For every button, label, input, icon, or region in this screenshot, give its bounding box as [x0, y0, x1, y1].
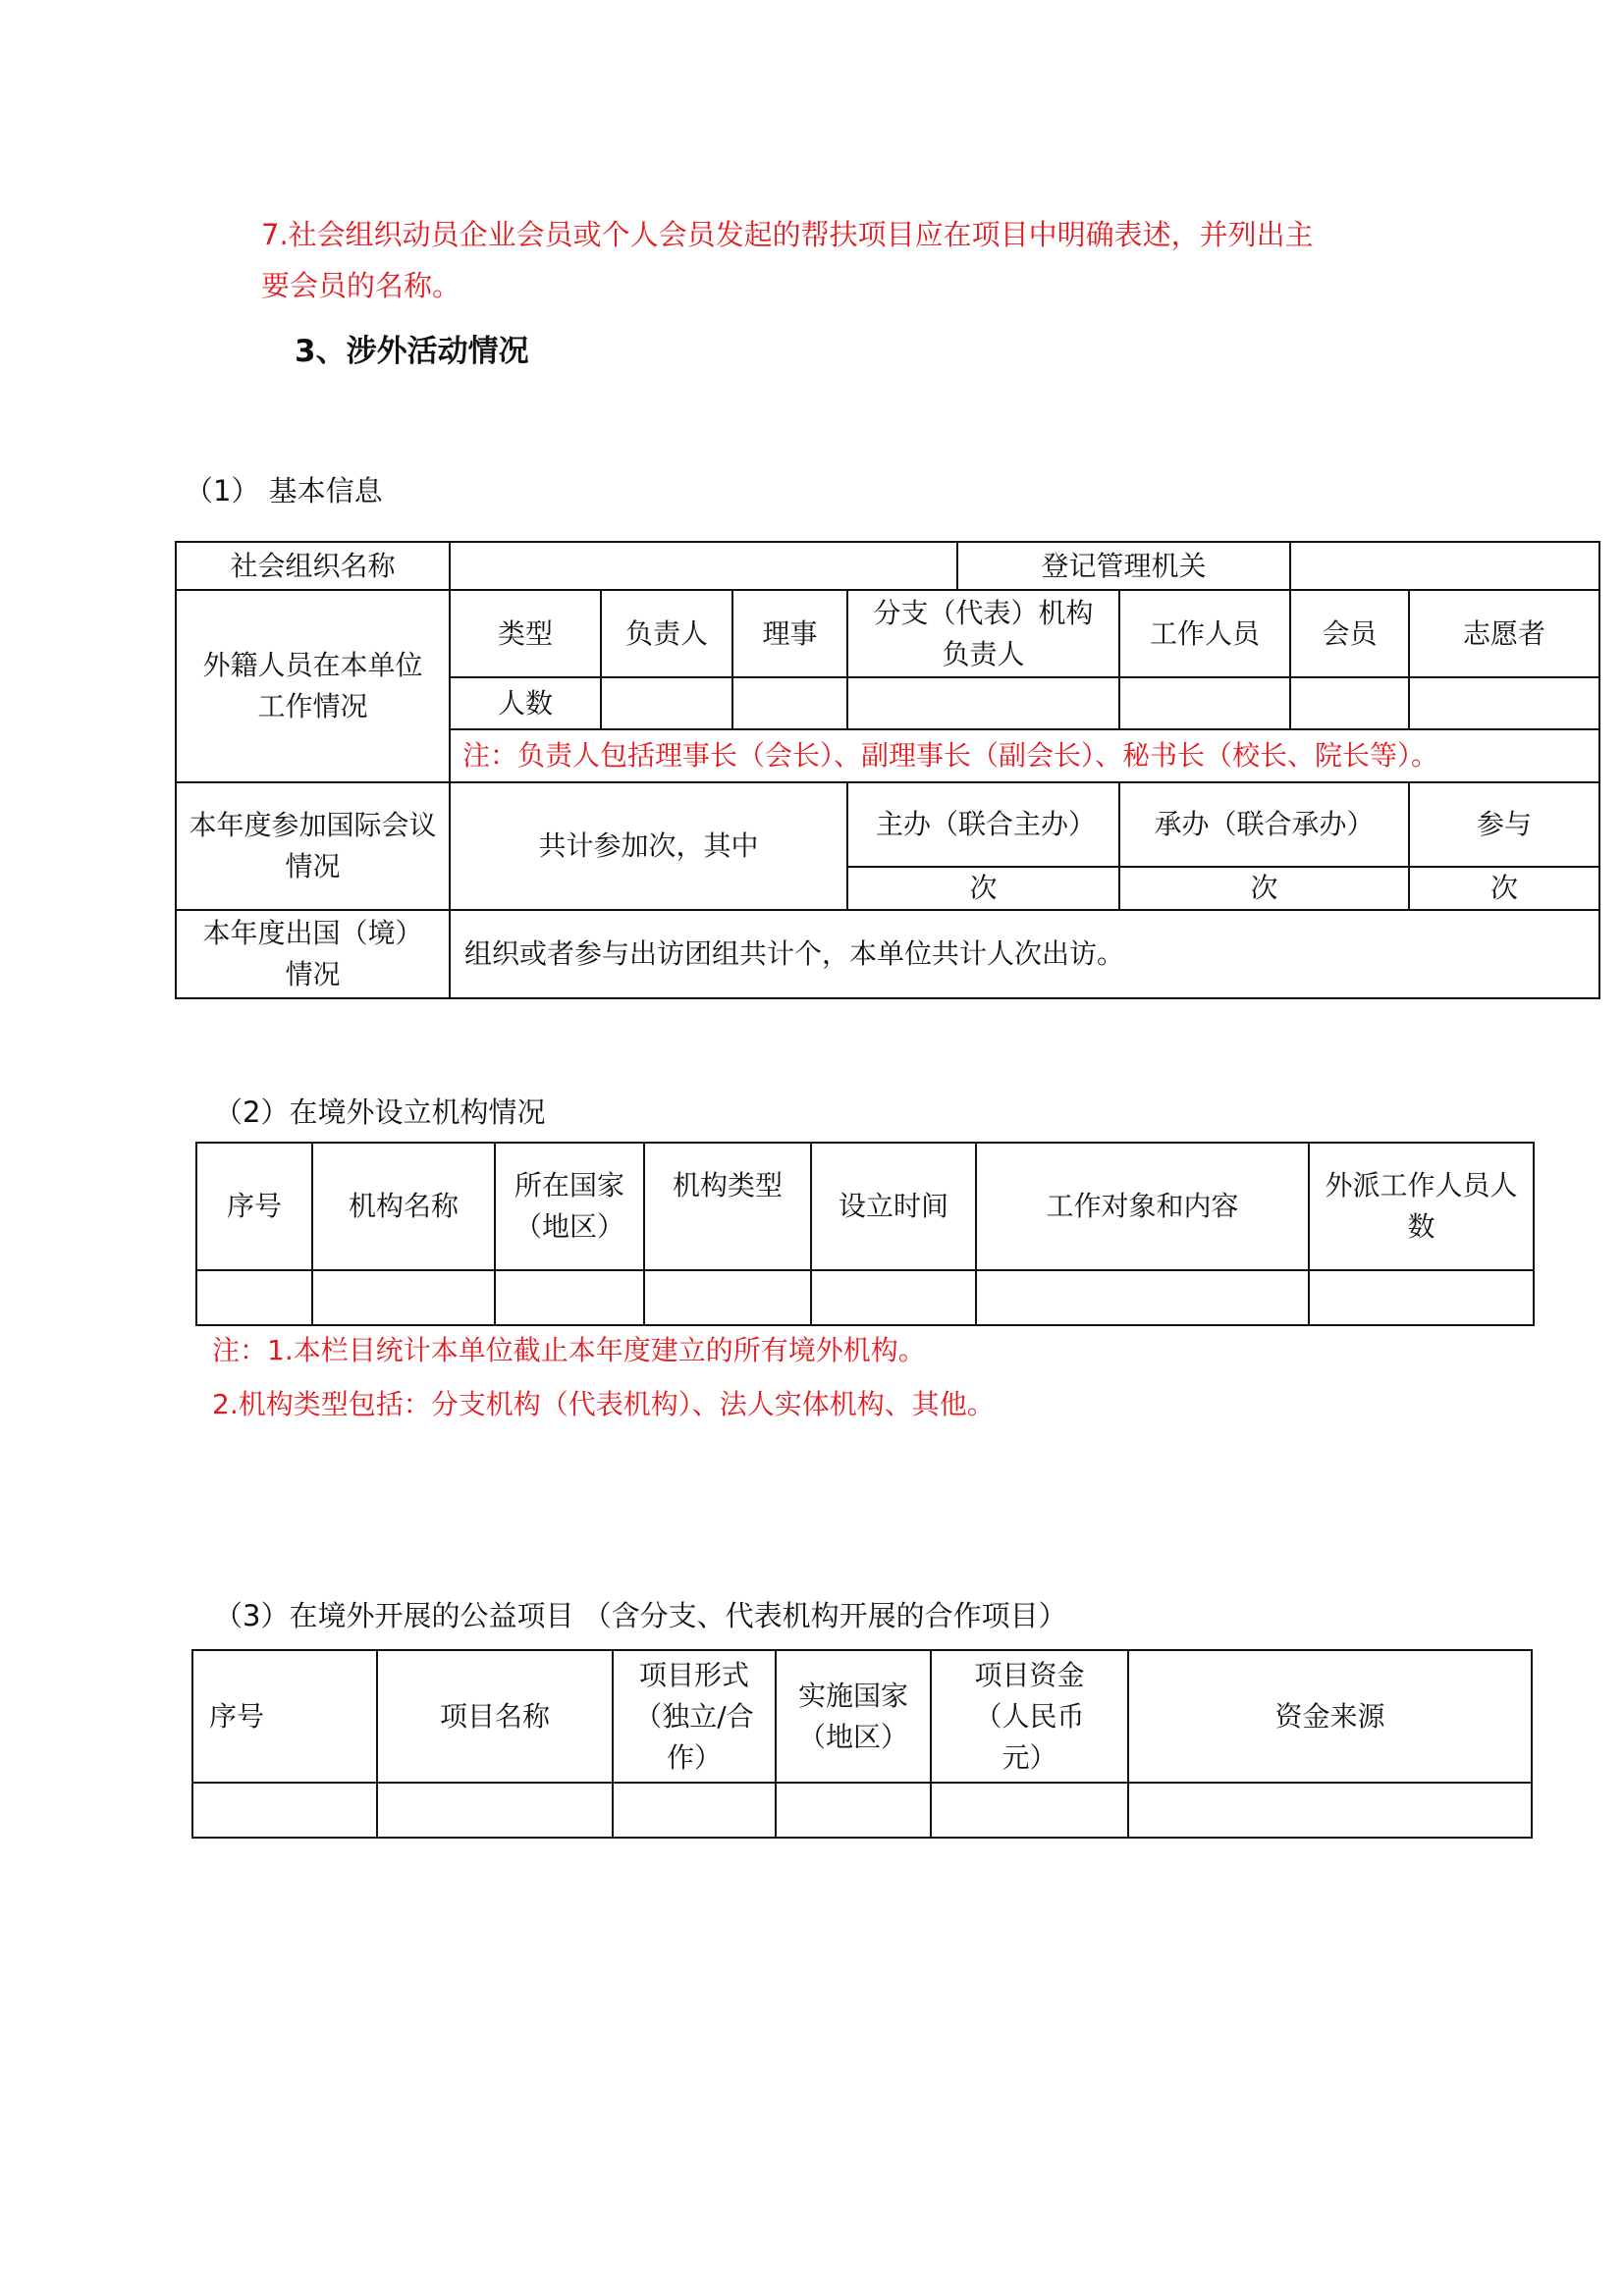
- count-volunteer-field[interactable]: [1409, 677, 1599, 729]
- inst-country-header: 所在国家（地区）: [495, 1143, 644, 1270]
- type-header: 类型: [450, 590, 601, 677]
- staff-header: 工作人员: [1119, 590, 1290, 677]
- director-header: 理事: [732, 590, 847, 677]
- abroad-label: 本年度出国（境）情况: [176, 910, 450, 998]
- volunteer-header: 志愿者: [1409, 590, 1599, 677]
- inst-country-cell[interactable]: [495, 1270, 644, 1325]
- part1-heading: （1） 基本信息: [185, 474, 383, 507]
- conference-total: 共计参加次，其中: [450, 782, 847, 910]
- proj-source-cell[interactable]: [1128, 1783, 1532, 1838]
- part3-heading: （3）在境外开展的公益项目 （含分支、代表机构开展的合作项目）: [214, 1599, 1067, 1632]
- leader-header: 负责人: [601, 590, 732, 677]
- overseas-projects-table: [191, 1649, 1533, 1839]
- leader-note: 注：负责人包括理事长（会长）、副理事长（副会长）、秘书长（校长、院长等）。: [450, 729, 1599, 782]
- conf-participate-header: 参与: [1409, 782, 1599, 867]
- inst-type-header: 机构类型: [644, 1143, 811, 1270]
- conf-participate-times: 次: [1409, 867, 1599, 910]
- proj-fund-cell[interactable]: [931, 1783, 1128, 1838]
- inst-date-cell[interactable]: [811, 1270, 976, 1325]
- count-member-field[interactable]: [1290, 677, 1409, 729]
- part2-heading: （2）在境外设立机构情况: [214, 1095, 546, 1129]
- conf-undertake-times: 次: [1119, 867, 1409, 910]
- proj-name-cell[interactable]: [377, 1783, 613, 1838]
- branch-leader-header: 分支（代表）机构负责人: [847, 590, 1119, 677]
- part2-note-1: 注：1.本栏目统计本单位截止本年度建立的所有境外机构。: [212, 1334, 926, 1366]
- proj-fund-header: 项目资金（人民币元）: [931, 1650, 1128, 1783]
- inst-name-header: 机构名称: [312, 1143, 495, 1270]
- inst-name-cell[interactable]: [312, 1270, 495, 1325]
- proj-country-header: 实施国家（地区）: [776, 1650, 931, 1783]
- conference-label: 本年度参加国际会议情况: [176, 782, 450, 910]
- inst-staff-cell[interactable]: [1309, 1270, 1534, 1325]
- inst-type-cell[interactable]: [644, 1270, 811, 1325]
- conf-host-header: 主办（联合主办）: [847, 782, 1119, 867]
- proj-name-header: 项目名称: [377, 1650, 613, 1783]
- org-name-label: 社会组织名称: [176, 542, 450, 590]
- inst-work-cell[interactable]: [976, 1270, 1309, 1325]
- part2-note-2: 2.机构类型包括：分支机构（代表机构）、法人实体机构、其他。: [212, 1388, 995, 1420]
- basic-info-table: [175, 541, 1600, 999]
- overseas-institutions-table: [195, 1142, 1535, 1326]
- proj-no-cell[interactable]: [192, 1783, 377, 1838]
- proj-no-header: 序号: [192, 1650, 377, 1783]
- conf-host-times: 次: [847, 867, 1119, 910]
- inst-staff-header: 外派工作人员人数: [1309, 1143, 1534, 1270]
- reg-authority-field[interactable]: [1290, 542, 1599, 590]
- reg-authority-label: 登记管理机关: [957, 542, 1290, 590]
- abroad-text: 组织或者参与出访团组共计个，本单位共计人次出访。: [450, 910, 1599, 998]
- proj-form-header: 项目形式（独立/合作）: [613, 1650, 776, 1783]
- foreign-staff-label: 外籍人员在本单位工作情况: [176, 590, 450, 782]
- inst-no-cell[interactable]: [196, 1270, 312, 1325]
- count-label: 人数: [450, 677, 601, 729]
- inst-work-header: 工作对象和内容: [976, 1143, 1309, 1270]
- proj-source-header: 资金来源: [1128, 1650, 1532, 1783]
- section-3-title: 3、涉外活动情况: [295, 334, 529, 369]
- count-staff-field[interactable]: [1119, 677, 1290, 729]
- member-header: 会员: [1290, 590, 1409, 677]
- note-7-line2: 要会员的名称。: [261, 269, 461, 302]
- org-name-field[interactable]: [450, 542, 957, 590]
- count-director-field[interactable]: [732, 677, 847, 729]
- count-branch-leader-field[interactable]: [847, 677, 1119, 729]
- proj-country-cell[interactable]: [776, 1783, 931, 1838]
- note-7: [261, 209, 1390, 311]
- conf-undertake-header: 承办（联合承办）: [1119, 782, 1409, 867]
- count-leader-field[interactable]: [601, 677, 732, 729]
- note-7-line1: 7.社会组织动员企业会员或个人会员发起的帮扶项目应在项目中明确表述，并列出主: [261, 218, 1314, 251]
- proj-form-cell[interactable]: [613, 1783, 776, 1838]
- inst-no-header: 序号: [196, 1143, 312, 1270]
- inst-date-header: 设立时间: [811, 1143, 976, 1270]
